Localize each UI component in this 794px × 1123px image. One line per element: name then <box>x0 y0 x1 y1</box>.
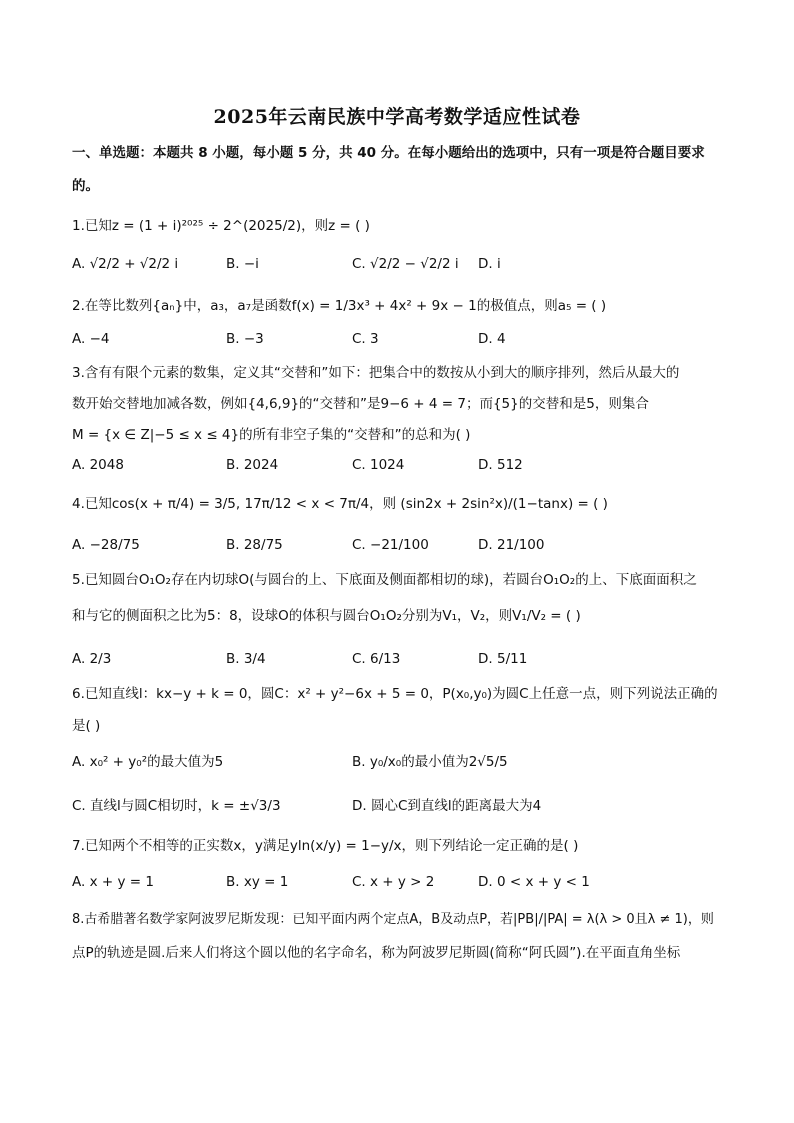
question-4-option-a: A. −28/75 <box>72 537 140 553</box>
question-2-option-b: B. −3 <box>226 331 264 347</box>
question-7-option-c: C. x + y > 2 <box>352 874 435 890</box>
question-5-line1: 5.已知圆台O₁O₂存在内切球O(与圆台的上、下底面及侧面都相切的球)，若圆台O₁O₂的上、下底面面积之 <box>72 572 697 588</box>
question-3-line3: M = {x ∈ Z|−5 ≤ x ≤ 4}的所有非空子集的“交替和”的总和为( ) <box>72 427 471 443</box>
question-6-option-c: C. 直线l与圆C相切时，k = ±√3/3 <box>72 798 281 814</box>
section-heading-line1: 一、单选题：本题共 8 小题，每小题 5 分，共 40 分。在每小题给出的选项中，只有一项是符合题目要求 <box>72 145 705 161</box>
question-4-stem: 4.已知cos(x + π/4) = 3/5, 17π/12 < x < 7π/4，则 (sin2x + 2sin²x)/(1−tanx) = ( ) <box>72 496 608 512</box>
exam-page <box>72 0 722 1123</box>
question-3-option-b: B. 2024 <box>226 457 279 473</box>
question-4-option-b: B. 28/75 <box>226 537 283 553</box>
question-3-option-d: D. 512 <box>478 457 523 473</box>
question-7-option-b: B. xy = 1 <box>226 874 289 890</box>
question-6-option-b: B. y₀/x₀的最小值为2√5/5 <box>352 754 508 770</box>
question-5-option-c: C. 6/13 <box>352 651 401 667</box>
question-2-option-c: C. 3 <box>352 331 379 347</box>
exam-title: 2025年云南民族中学高考数学适应性试卷 <box>213 106 581 128</box>
question-3-option-a: A. 2048 <box>72 457 124 473</box>
question-3-option-c: C. 1024 <box>352 457 405 473</box>
question-5-option-a: A. 2/3 <box>72 651 112 667</box>
question-3-line1: 3.含有有限个元素的数集，定义其“交替和”如下：把集合中的数按从小到大的顺序排列，然后从最大的 <box>72 365 680 381</box>
question-2-stem: 2.在等比数列{aₙ}中，a₃，a₇是函数f(x) = 1/3x³ + 4x² + 9x − 1的极值点，则a₅ = ( ) <box>72 298 607 314</box>
question-6-line1: 6.已知直线l：kx−y + k = 0，圆C：x² + y²−6x + 5 = 0，P(x₀,y₀)为圆C上任意一点，则下列说法正确的 <box>72 686 718 702</box>
question-5-line2: 和与它的侧面积之比为5：8，设球O的体积与圆台O₁O₂分别为V₁，V₂，则V₁/V₂ = ( ) <box>72 608 581 624</box>
question-3-line2: 数开始交替地加减各数，例如{4,6,9}的“交替和”是9−6 + 4 = 7；而{5}的交替和是5，则集合 <box>72 396 649 412</box>
question-7-stem: 7.已知两个不相等的正实数x，y满足yln(x/y) = 1−y/x，则下列结论一定正确的是( ) <box>72 838 579 854</box>
question-1-stem: 1.已知z = (1 + i)²⁰²⁵ ÷ 2^(2025/2)，则z = ( ) <box>72 218 370 234</box>
question-6-option-a: A. x₀² + y₀²的最大值为5 <box>72 754 224 770</box>
question-2-option-a: A. −4 <box>72 331 110 347</box>
question-1-option-a: A. √2/2 + √2/2 i <box>72 256 179 272</box>
section-heading-line2: 的。 <box>72 178 99 194</box>
question-6-line2: 是( ) <box>72 718 101 734</box>
question-1-option-d: D. i <box>478 256 501 272</box>
question-8-line1: 8.古希腊著名数学家阿波罗尼斯发现：已知平面内两个定点A，B及动点P，若|PB|/|PA| = λ(λ > 0且λ ≠ 1)，则 <box>72 912 714 927</box>
question-1-option-b: B. −i <box>226 256 259 272</box>
question-2-option-d: D. 4 <box>478 331 506 347</box>
question-6-option-d: D. 圆心C到直线l的距离最大为4 <box>352 798 542 814</box>
question-5-option-d: D. 5/11 <box>478 651 528 667</box>
question-7-option-d: D. 0 < x + y < 1 <box>478 874 590 890</box>
question-4-option-d: D. 21/100 <box>478 537 545 553</box>
question-8-line2: 点P的轨迹是圆.后来人们将这个圆以他的名字命名，称为阿波罗尼斯圆(简称“阿氏圆”).在平面直角坐标 <box>72 945 681 961</box>
question-5-option-b: B. 3/4 <box>226 651 266 667</box>
question-1-option-c: C. √2/2 − √2/2 i <box>352 256 459 272</box>
question-4-option-c: C. −21/100 <box>352 537 429 553</box>
question-7-option-a: A. x + y = 1 <box>72 874 154 890</box>
